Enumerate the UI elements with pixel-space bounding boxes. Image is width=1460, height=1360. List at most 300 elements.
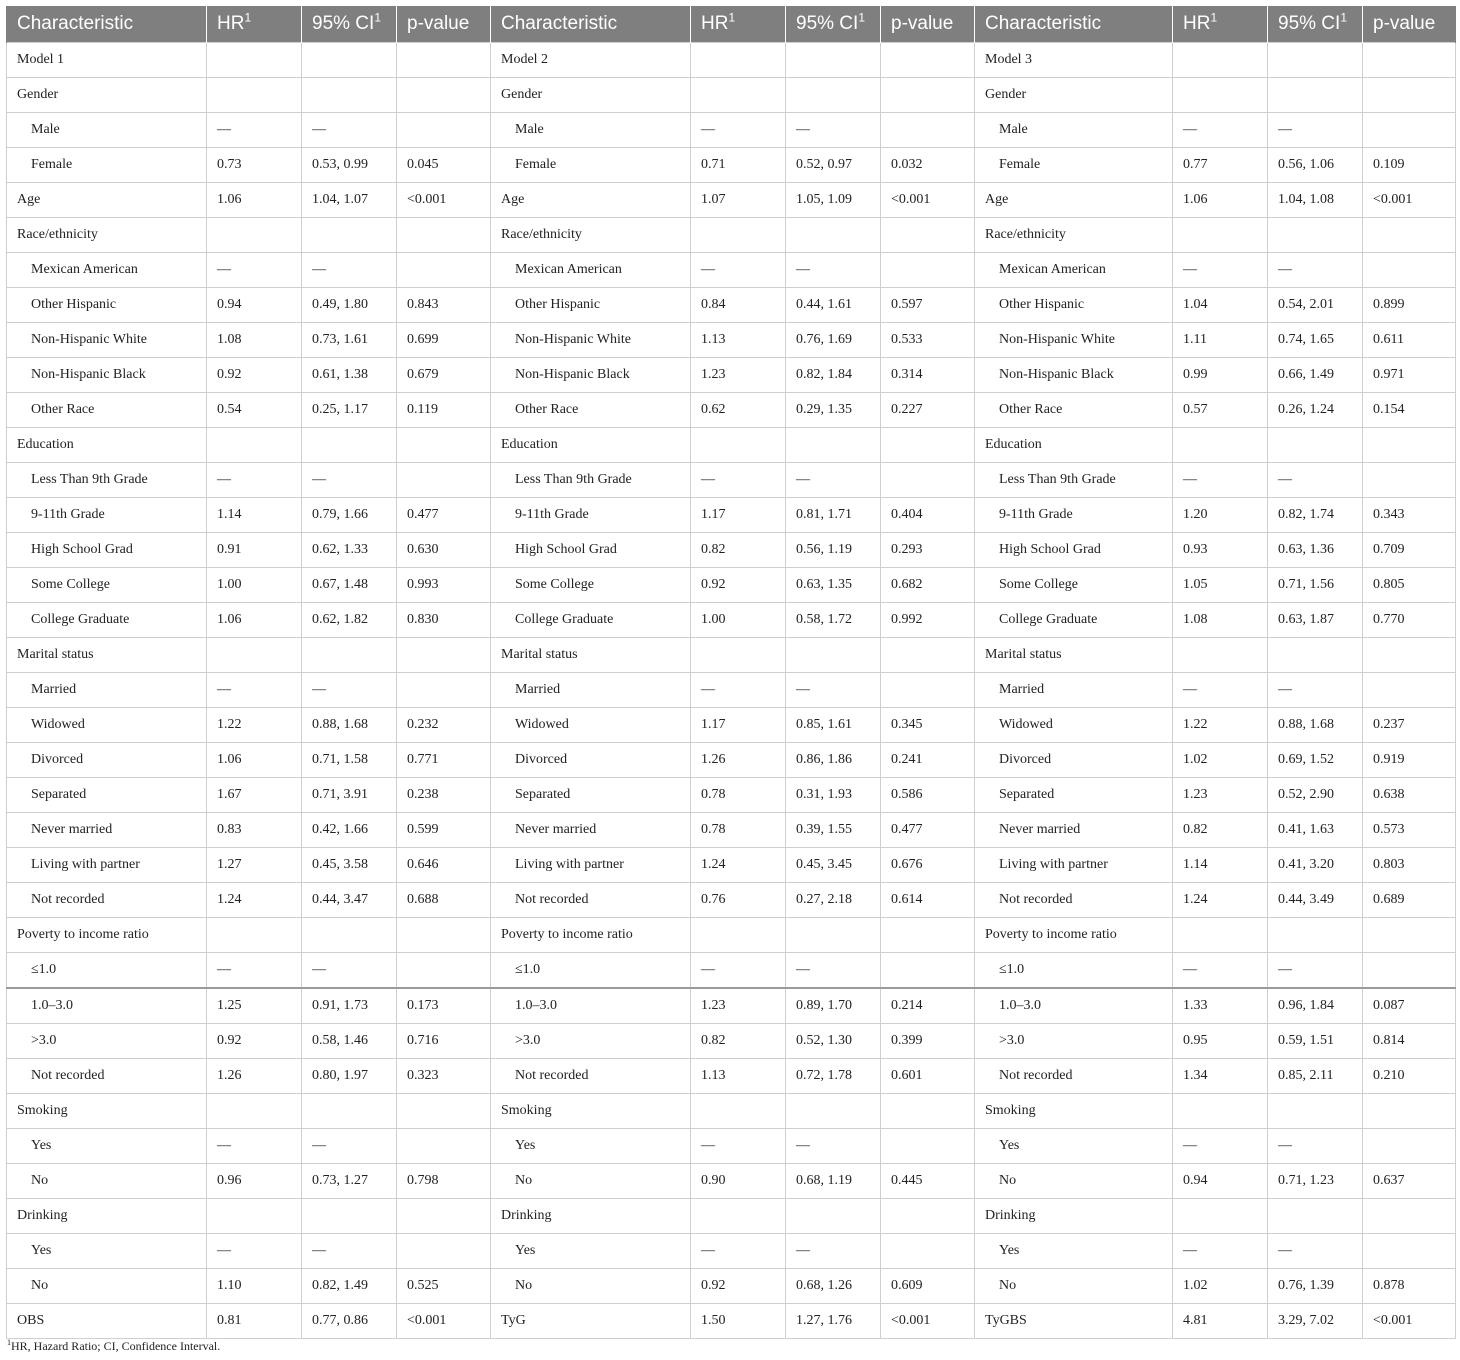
ci-cell: 0.27, 2.18 — [786, 883, 881, 918]
characteristic-cell: High School Grad — [975, 533, 1173, 568]
characteristic-cell: Smoking — [975, 1094, 1173, 1129]
hr-cell: — — [1173, 673, 1268, 708]
p-value-cell — [397, 463, 491, 498]
p-value-cell — [881, 638, 975, 673]
characteristic-cell: No — [975, 1269, 1173, 1304]
table-row — [7, 1059, 1456, 1094]
header-ci: 95% $CI^1$ — [1268, 6, 1363, 43]
ci-cell: 0.72, 1.78 — [786, 1059, 881, 1094]
ci-cell: 1.04, 1.08 — [1268, 183, 1363, 218]
hr-cell — [1173, 428, 1268, 463]
p-value-cell — [881, 43, 975, 78]
p-value-cell: 0.805 — [1363, 568, 1456, 603]
ci-cell — [1268, 218, 1363, 253]
characteristic-cell: College Graduate — [7, 603, 207, 638]
ci-cell: 0.25, 1.17 — [302, 393, 397, 428]
ci-cell: 3.29, 7.02 — [1268, 1304, 1363, 1339]
p-value-cell — [1363, 1094, 1456, 1129]
characteristic-cell: Mexican American — [975, 253, 1173, 288]
characteristic-cell: Married — [975, 673, 1173, 708]
p-value-cell: 0.323 — [397, 1059, 491, 1094]
characteristic-cell: Female — [975, 148, 1173, 183]
hr-cell: — — [691, 253, 786, 288]
ci-cell: 0.63, 1.87 — [1268, 603, 1363, 638]
hr-cell: 0.95 — [1173, 1024, 1268, 1059]
characteristic-cell: High School Grad — [491, 533, 691, 568]
hr-cell: 0.82 — [691, 1024, 786, 1059]
p-value-cell: 0.237 — [1363, 708, 1456, 743]
table-row — [7, 323, 1456, 358]
hr-cell: 1.23 — [691, 988, 786, 1024]
characteristic-cell: Race/ethnicity — [491, 218, 691, 253]
p-value-cell: 0.843 — [397, 288, 491, 323]
ci-cell: — — [786, 1234, 881, 1269]
characteristic-cell: >3.0 — [7, 1024, 207, 1059]
characteristic-cell: Other Race — [7, 393, 207, 428]
hr-cell: — — [1173, 113, 1268, 148]
p-value-cell: 0.345 — [881, 708, 975, 743]
p-value-cell: 0.646 — [397, 848, 491, 883]
hr-cell: 1.22 — [1173, 708, 1268, 743]
characteristic-cell: Model 2 — [491, 43, 691, 78]
p-value-cell: <0.001 — [881, 1304, 975, 1339]
characteristic-cell: Model 1 — [7, 43, 207, 78]
table-row — [7, 988, 1456, 1024]
characteristic-cell: Race/ethnicity — [7, 218, 207, 253]
ci-cell: 0.39, 1.55 — [786, 813, 881, 848]
characteristic-cell: Non-Hispanic Black — [491, 358, 691, 393]
hr-cell: 1.06 — [207, 743, 302, 778]
hr-cell: 1.26 — [691, 743, 786, 778]
characteristic-cell: TyG — [491, 1304, 691, 1339]
characteristic-cell: Gender — [491, 78, 691, 113]
p-value-cell — [881, 1094, 975, 1129]
hr-cell: 1.05 — [1173, 568, 1268, 603]
hr-cell: 0.73 — [207, 148, 302, 183]
hr-cell: 1.27 — [207, 848, 302, 883]
ci-cell: 0.91, 1.73 — [302, 988, 397, 1024]
hr-cell: 1.17 — [691, 498, 786, 533]
p-value-cell: 0.803 — [1363, 848, 1456, 883]
hr-cell: 1.14 — [207, 498, 302, 533]
p-value-cell — [1363, 638, 1456, 673]
p-value-cell: 0.709 — [1363, 533, 1456, 568]
ci-cell: 0.66, 1.49 — [1268, 358, 1363, 393]
table-footnote: $^1$HR, Hazard Ratio; CI, Confidence Interval. — [7, 1338, 221, 1353]
ci-cell: 0.71, 3.91 — [302, 778, 397, 813]
ci-cell: 0.71, 1.58 — [302, 743, 397, 778]
ci-cell: 0.63, 1.36 — [1268, 533, 1363, 568]
hr-cell: 1.67 — [207, 778, 302, 813]
p-value-cell — [881, 218, 975, 253]
p-value-cell — [397, 113, 491, 148]
hr-cell: 1.20 — [1173, 498, 1268, 533]
p-value-cell — [881, 1129, 975, 1164]
table-row — [7, 883, 1456, 918]
ci-cell: — — [302, 253, 397, 288]
hr-cell: — — [207, 113, 302, 148]
ci-cell: 0.56, 1.19 — [786, 533, 881, 568]
characteristic-cell: 1.0–3.0 — [7, 988, 207, 1024]
characteristic-cell: Non-Hispanic White — [7, 323, 207, 358]
hr-cell — [691, 218, 786, 253]
hr-cell: 1.02 — [1173, 1269, 1268, 1304]
hr-cell — [1173, 78, 1268, 113]
ci-cell: 0.82, 1.84 — [786, 358, 881, 393]
characteristic-cell: Mexican American — [7, 253, 207, 288]
ci-cell: — — [786, 253, 881, 288]
hr-cell: — — [207, 1129, 302, 1164]
hr-cell: 1.13 — [691, 1059, 786, 1094]
ci-cell: 0.81, 1.71 — [786, 498, 881, 533]
characteristic-cell: Never married — [975, 813, 1173, 848]
characteristic-cell: Age — [491, 183, 691, 218]
hr-cell — [1173, 1094, 1268, 1129]
table-row — [7, 848, 1456, 883]
characteristic-cell: Drinking — [7, 1199, 207, 1234]
header-hr: $HR^1$ — [207, 6, 302, 43]
ci-cell — [786, 428, 881, 463]
characteristic-cell: 1.0–3.0 — [975, 988, 1173, 1024]
characteristic-cell: OBS — [7, 1304, 207, 1339]
hr-cell: — — [1173, 1129, 1268, 1164]
p-value-cell: <0.001 — [397, 183, 491, 218]
ci-cell: 0.58, 1.46 — [302, 1024, 397, 1059]
hr-cell: — — [207, 1234, 302, 1269]
p-value-cell — [397, 218, 491, 253]
ci-cell: 1.04, 1.07 — [302, 183, 397, 218]
characteristic-cell: Marital status — [975, 638, 1173, 673]
p-value-cell — [1363, 43, 1456, 78]
ci-cell: — — [786, 953, 881, 989]
ci-cell: — — [1268, 953, 1363, 989]
p-value-cell — [397, 953, 491, 989]
header-ci: 95% $CI^1$ — [302, 6, 397, 43]
ci-cell: 0.42, 1.66 — [302, 813, 397, 848]
characteristic-cell: Yes — [491, 1129, 691, 1164]
characteristic-cell: Gender — [7, 78, 207, 113]
table-row — [7, 393, 1456, 428]
characteristic-cell: Male — [975, 113, 1173, 148]
ci-cell: 0.45, 3.58 — [302, 848, 397, 883]
ci-cell — [302, 918, 397, 953]
characteristic-cell: Not recorded — [7, 883, 207, 918]
p-value-cell — [881, 1234, 975, 1269]
characteristic-cell: College Graduate — [491, 603, 691, 638]
characteristic-cell: Widowed — [491, 708, 691, 743]
hr-cell: 0.77 — [1173, 148, 1268, 183]
header-p-value: p-value — [1363, 6, 1456, 43]
p-value-cell: 0.597 — [881, 288, 975, 323]
hr-cell: — — [207, 253, 302, 288]
characteristic-cell: Living with partner — [975, 848, 1173, 883]
hr-cell: 1.24 — [1173, 883, 1268, 918]
hr-cell: 0.76 — [691, 883, 786, 918]
ci-cell: — — [786, 463, 881, 498]
ci-cell — [302, 638, 397, 673]
p-value-cell: 0.814 — [1363, 1024, 1456, 1059]
ci-cell: 0.44, 1.61 — [786, 288, 881, 323]
characteristic-cell: Female — [7, 148, 207, 183]
table-row — [7, 1094, 1456, 1129]
p-value-cell: 0.993 — [397, 568, 491, 603]
p-value-cell: 0.798 — [397, 1164, 491, 1199]
hr-cell: — — [691, 113, 786, 148]
hr-cell: 1.14 — [1173, 848, 1268, 883]
hr-cell: 1.06 — [1173, 183, 1268, 218]
hr-cell: — — [691, 463, 786, 498]
ci-cell: 0.31, 1.93 — [786, 778, 881, 813]
characteristic-cell: No — [7, 1164, 207, 1199]
ci-cell: 0.85, 2.11 — [1268, 1059, 1363, 1094]
characteristic-cell: Widowed — [975, 708, 1173, 743]
p-value-cell — [397, 673, 491, 708]
header-ci: 95% $CI^1$ — [786, 6, 881, 43]
characteristic-cell: >3.0 — [491, 1024, 691, 1059]
ci-cell: 0.74, 1.65 — [1268, 323, 1363, 358]
ci-cell: — — [1268, 463, 1363, 498]
p-value-cell — [1363, 1129, 1456, 1164]
characteristic-cell: ≤1.0 — [975, 953, 1173, 989]
table-row — [7, 1269, 1456, 1304]
hr-cell — [207, 1094, 302, 1129]
table-row — [7, 253, 1456, 288]
p-value-cell: 0.477 — [881, 813, 975, 848]
table-row — [7, 533, 1456, 568]
ci-cell: 0.96, 1.84 — [1268, 988, 1363, 1024]
ci-cell — [1268, 1199, 1363, 1234]
table-row — [7, 743, 1456, 778]
p-value-cell: 0.609 — [881, 1269, 975, 1304]
characteristic-cell: Less Than 9th Grade — [975, 463, 1173, 498]
p-value-cell: 0.992 — [881, 603, 975, 638]
characteristic-cell: 9-11th Grade — [975, 498, 1173, 533]
p-value-cell: 0.830 — [397, 603, 491, 638]
characteristic-cell: Education — [975, 428, 1173, 463]
p-value-cell: 0.214 — [881, 988, 975, 1024]
ci-cell — [786, 1094, 881, 1129]
characteristic-cell: Separated — [7, 778, 207, 813]
hr-cell: 0.82 — [691, 533, 786, 568]
characteristic-cell: Education — [491, 428, 691, 463]
ci-cell: 0.82, 1.74 — [1268, 498, 1363, 533]
ci-cell: 0.52, 1.30 — [786, 1024, 881, 1059]
p-value-cell: 0.173 — [397, 988, 491, 1024]
table-row — [7, 568, 1456, 603]
hr-cell: — — [691, 673, 786, 708]
characteristic-cell: Non-Hispanic Black — [975, 358, 1173, 393]
p-value-cell: 0.637 — [1363, 1164, 1456, 1199]
ci-cell: 0.59, 1.51 — [1268, 1024, 1363, 1059]
p-value-cell: 0.399 — [881, 1024, 975, 1059]
hr-cell — [691, 43, 786, 78]
header-p-value: p-value — [397, 6, 491, 43]
table-body — [7, 43, 1456, 1339]
characteristic-cell: Drinking — [491, 1199, 691, 1234]
hr-cell — [691, 918, 786, 953]
p-value-cell: 0.477 — [397, 498, 491, 533]
hr-cell: — — [1173, 463, 1268, 498]
hr-cell: 0.94 — [207, 288, 302, 323]
p-value-cell: 0.238 — [397, 778, 491, 813]
header-characteristic: Characteristic — [491, 6, 691, 43]
characteristic-cell: Poverty to income ratio — [975, 918, 1173, 953]
p-value-cell: 0.899 — [1363, 288, 1456, 323]
ci-cell: 0.68, 1.19 — [786, 1164, 881, 1199]
hr-cell — [207, 43, 302, 78]
characteristic-cell: Non-Hispanic White — [491, 323, 691, 358]
p-value-cell: <0.001 — [881, 183, 975, 218]
characteristic-cell: ≤1.0 — [491, 953, 691, 989]
hr-cell: 1.23 — [691, 358, 786, 393]
p-value-cell: 0.404 — [881, 498, 975, 533]
hr-cell: 1.06 — [207, 183, 302, 218]
hr-cell: 0.99 — [1173, 358, 1268, 393]
hr-cell: 1.23 — [1173, 778, 1268, 813]
characteristic-cell: Age — [7, 183, 207, 218]
table-row — [7, 1164, 1456, 1199]
p-value-cell — [397, 1129, 491, 1164]
header-hr: $HR^1$ — [1173, 6, 1268, 43]
hr-cell: 1.22 — [207, 708, 302, 743]
ci-cell — [302, 428, 397, 463]
characteristic-cell: Not recorded — [491, 883, 691, 918]
hr-cell: 0.82 — [1173, 813, 1268, 848]
hr-cell: 4.81 — [1173, 1304, 1268, 1339]
characteristic-cell: No — [491, 1269, 691, 1304]
ci-cell: 0.73, 1.61 — [302, 323, 397, 358]
p-value-cell: 0.232 — [397, 708, 491, 743]
table-row — [7, 1024, 1456, 1059]
ci-cell: 0.61, 1.38 — [302, 358, 397, 393]
ci-cell — [786, 1199, 881, 1234]
characteristic-cell: Some College — [491, 568, 691, 603]
characteristic-cell: Model 3 — [975, 43, 1173, 78]
ci-cell: — — [1268, 1234, 1363, 1269]
header-p-value: p-value — [881, 6, 975, 43]
ci-cell: 0.62, 1.82 — [302, 603, 397, 638]
p-value-cell: 0.771 — [397, 743, 491, 778]
p-value-cell — [1363, 428, 1456, 463]
ci-cell — [786, 638, 881, 673]
characteristic-cell: Drinking — [975, 1199, 1173, 1234]
p-value-cell — [881, 673, 975, 708]
p-value-cell: 0.032 — [881, 148, 975, 183]
hr-cell: 0.91 — [207, 533, 302, 568]
ci-cell: — — [302, 463, 397, 498]
ci-cell: — — [786, 1129, 881, 1164]
characteristic-cell: Not recorded — [491, 1059, 691, 1094]
table-row — [7, 43, 1456, 78]
hr-cell: 1.13 — [691, 323, 786, 358]
characteristic-cell: College Graduate — [975, 603, 1173, 638]
characteristic-cell: Divorced — [975, 743, 1173, 778]
hr-cell — [691, 78, 786, 113]
ci-cell: — — [786, 673, 881, 708]
hr-cell — [691, 428, 786, 463]
p-value-cell: 0.445 — [881, 1164, 975, 1199]
table-row — [7, 1129, 1456, 1164]
table-row — [7, 778, 1456, 813]
ci-cell — [302, 43, 397, 78]
characteristic-cell: >3.0 — [975, 1024, 1173, 1059]
p-value-cell — [1363, 463, 1456, 498]
characteristic-cell: Never married — [7, 813, 207, 848]
characteristic-cell: Less Than 9th Grade — [491, 463, 691, 498]
ci-cell — [1268, 918, 1363, 953]
ci-cell — [1268, 1094, 1363, 1129]
p-value-cell: <0.001 — [1363, 1304, 1456, 1339]
characteristic-cell: Married — [491, 673, 691, 708]
characteristic-cell: Yes — [7, 1234, 207, 1269]
characteristic-cell: Married — [7, 673, 207, 708]
p-value-cell: 0.630 — [397, 533, 491, 568]
p-value-cell: <0.001 — [1363, 183, 1456, 218]
ci-cell: — — [1268, 113, 1363, 148]
hr-cell — [1173, 638, 1268, 673]
ci-cell: 0.44, 3.47 — [302, 883, 397, 918]
ci-cell: 0.41, 1.63 — [1268, 813, 1363, 848]
p-value-cell: 0.293 — [881, 533, 975, 568]
p-value-cell: 0.971 — [1363, 358, 1456, 393]
characteristic-cell: Education — [7, 428, 207, 463]
p-value-cell: 0.919 — [1363, 743, 1456, 778]
ci-cell — [302, 1199, 397, 1234]
p-value-cell — [881, 253, 975, 288]
ci-cell: — — [302, 1234, 397, 1269]
ci-cell — [302, 218, 397, 253]
hr-cell: 1.08 — [207, 323, 302, 358]
ci-cell — [786, 218, 881, 253]
ci-cell: 0.26, 1.24 — [1268, 393, 1363, 428]
hr-cell: — — [207, 673, 302, 708]
p-value-cell — [397, 428, 491, 463]
hr-cell — [207, 78, 302, 113]
characteristic-cell: Yes — [975, 1234, 1173, 1269]
hr-cell: 1.24 — [207, 883, 302, 918]
ci-cell: — — [1268, 673, 1363, 708]
hr-cell: 0.83 — [207, 813, 302, 848]
hr-cell: 0.90 — [691, 1164, 786, 1199]
hr-cell: — — [207, 953, 302, 989]
characteristic-cell: Male — [491, 113, 691, 148]
p-value-cell: 0.679 — [397, 358, 491, 393]
p-value-cell — [1363, 918, 1456, 953]
ci-cell: 0.77, 0.86 — [302, 1304, 397, 1339]
ci-cell: 0.58, 1.72 — [786, 603, 881, 638]
ci-cell: 0.73, 1.27 — [302, 1164, 397, 1199]
p-value-cell: 0.525 — [397, 1269, 491, 1304]
characteristic-cell: Living with partner — [7, 848, 207, 883]
table-row — [7, 1199, 1456, 1234]
p-value-cell — [397, 43, 491, 78]
table-row — [7, 428, 1456, 463]
p-value-cell — [1363, 78, 1456, 113]
characteristic-cell: Yes — [491, 1234, 691, 1269]
ci-cell: — — [302, 113, 397, 148]
ci-cell: 0.53, 0.99 — [302, 148, 397, 183]
ci-cell: 0.88, 1.68 — [1268, 708, 1363, 743]
characteristic-cell: Marital status — [491, 638, 691, 673]
ci-cell — [302, 78, 397, 113]
ci-cell: 0.62, 1.33 — [302, 533, 397, 568]
table-row — [7, 1234, 1456, 1269]
hr-cell: 0.62 — [691, 393, 786, 428]
characteristic-cell: Non-Hispanic White — [975, 323, 1173, 358]
p-value-cell — [1363, 218, 1456, 253]
ci-cell: 0.82, 1.49 — [302, 1269, 397, 1304]
hr-cell — [691, 1094, 786, 1129]
